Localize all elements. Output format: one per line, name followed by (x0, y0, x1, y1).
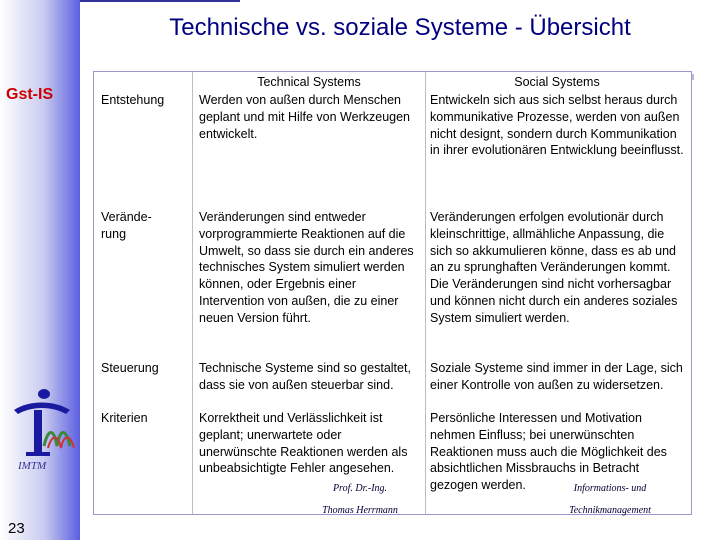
cell-technical-entstehung: Werden von außen durch Menschen geplant und mit Hilfe von Werkzeugen entwickelt. (199, 93, 410, 141)
row-label-veraenderung: Verände-rung (101, 210, 152, 241)
comparison-table (93, 71, 692, 515)
row-label-kriterien: Kriterien (101, 411, 148, 425)
cell-technical-steuerung: Technische Systeme sind so gestaltet, dass sie von außen steuerbar sind. (199, 361, 411, 392)
header-technical: Technical Systems (257, 75, 361, 89)
footer-dept-line2: Technikmanagement (569, 505, 651, 516)
sidebar (0, 0, 80, 540)
imtm-logo-icon (4, 388, 76, 458)
logo-text: IMTM (18, 460, 47, 472)
cell-social-entstehung: Entwickeln sich aus sich selbst heraus durch kommunikative Prozesse, werden von außen nicht designt, sondern durch Kommunikation in ihrer evolutionären Entwicklung beeinflusst. (430, 93, 684, 158)
footer-author-line1: Prof. Dr.-Ing. (332, 483, 388, 494)
cell-technical-veraenderung: Veränderungen sind entweder vorprogrammierte Reaktionen auf die Umwelt, so dass sie durch ein anderes technisches System simuliert werden können, oder Ergebnis einer Intervention von außen, die zu einer neuen Version führt. (199, 210, 414, 325)
cell-social-veraenderung: Veränderungen erfolgen evolutionär durch kleinschrittige, allmähliche Anpassung, die sich so akkumulieren könne, dass es ab und an zu sprunghaften Veränderungen kommt. Die Veränderungen sind nicht vorhersagbar und können nicht durch ein anderes soziales System simuliert werden. (430, 210, 678, 325)
footer-dept-line1: Informations- und (573, 483, 647, 494)
row-label-entstehung: Entstehung (101, 93, 165, 107)
footer-author (300, 478, 420, 522)
row-label-steuerung: Steuerung (101, 361, 159, 375)
page-title: Technische vs. soziale Systeme - Übersicht (169, 14, 631, 41)
header-social: Social Systems (514, 75, 600, 89)
footer-department (540, 478, 680, 522)
column-divider (192, 72, 193, 514)
footer-author-line2: Thomas Herrmann (322, 505, 398, 516)
cell-social-kriterien: Persönliche Interessen und Motivation nehmen Einfluss; bei unerwünschten Reaktionen muss auch die Möglichkeit des absichtlichen Missbrauchs in Betracht gezogen werden. (430, 411, 667, 493)
page-number: 23 (8, 520, 25, 537)
top-rule (80, 0, 240, 2)
cell-social-steuerung: Soziale Systeme sind immer in der Lage, sich einer Kontrolle von außen zu widersetzen. (430, 361, 683, 392)
sidebar-label: Gst-IS (6, 86, 54, 103)
column-divider (425, 72, 426, 514)
cell-technical-kriterien: Korrektheit und Verlässlichkeit ist geplant; unerwartete oder unerwünschte Reaktionen werden als unbeabsichtigte Fehler angesehen. (199, 411, 408, 476)
